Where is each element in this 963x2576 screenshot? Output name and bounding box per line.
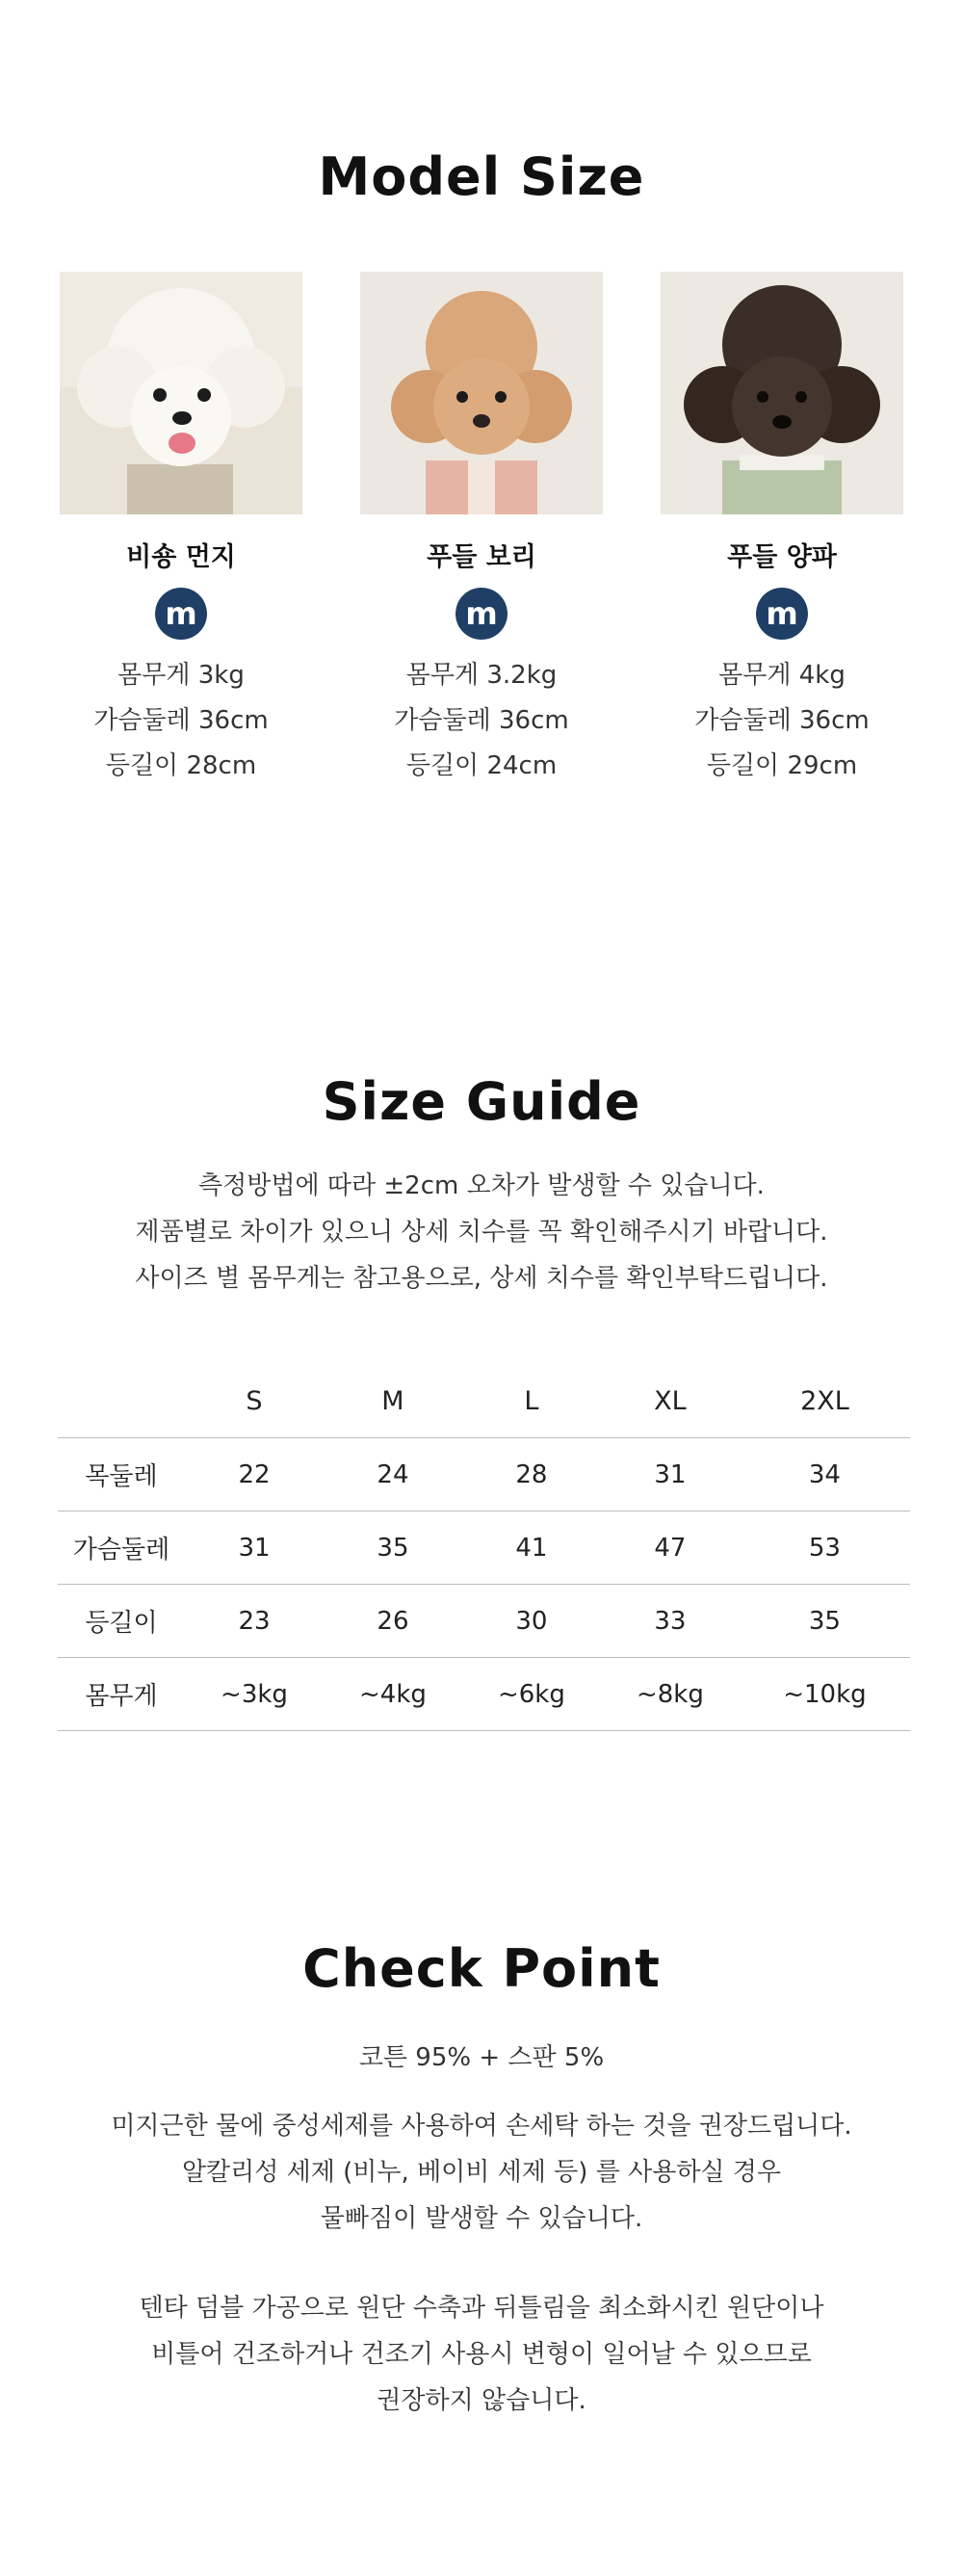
apricot-poodle-photo <box>360 272 603 514</box>
model-chest: 가슴둘레 36cm <box>694 706 870 735</box>
drying-line: 비틀어 건조하거나 건조기 사용시 변형이 일어날 수 있으므로 <box>151 2340 812 2369</box>
material-text: 코튼 95% + 스판 5% <box>358 2043 605 2072</box>
table-cell: 30 <box>462 1585 601 1658</box>
drying-line: 텐타 덤블 가공으로 원단 수축과 뒤틀림을 최소화시킨 원단이나 <box>139 2294 824 2323</box>
table-cell: 47 <box>601 1511 740 1585</box>
table-cell: ~8kg <box>601 1658 740 1731</box>
size-m-badge-icon: m <box>756 588 808 640</box>
size-table-header <box>58 1364 185 1438</box>
table-cell: 몸무게 <box>58 1658 185 1731</box>
model-card <box>360 272 603 789</box>
table-row <box>58 1511 910 1585</box>
model-card <box>60 272 302 789</box>
model-weight: 몸무게 3.2kg <box>405 661 558 690</box>
table-cell: 28 <box>462 1438 601 1511</box>
size-guide-note: 제품별로 차이가 있으니 상세 치수를 꼭 확인해주시기 바랍니다. <box>135 1218 828 1247</box>
washing-instructions <box>0 2103 963 2242</box>
table-cell: 23 <box>185 1585 324 1658</box>
size-table-header: M <box>381 1385 404 1416</box>
table-row <box>58 1658 910 1731</box>
size-guide-title: Size Guide <box>322 1071 641 1132</box>
size-m-badge-icon: m <box>155 588 207 640</box>
table-cell: 35 <box>324 1511 462 1585</box>
table-cell: 24 <box>324 1438 462 1511</box>
drying-line: 권장하지 않습니다. <box>377 2386 586 2415</box>
model-list <box>0 272 963 811</box>
washing-line: 물빠짐이 발생할 수 있습니다. <box>320 2204 643 2233</box>
bichon-dog-photo <box>60 272 302 514</box>
drying-instructions <box>0 2285 963 2424</box>
size-table-header: XL <box>654 1385 687 1416</box>
size-table <box>58 1364 910 1731</box>
model-name: 푸들 양파 <box>727 542 837 572</box>
model-back: 등길이 28cm <box>105 751 257 780</box>
table-cell: 22 <box>185 1438 324 1511</box>
size-guide-notes <box>0 1163 963 1301</box>
table-cell: ~10kg <box>740 1658 910 1731</box>
check-point-title: Check Point <box>302 1938 661 1999</box>
table-cell: ~3kg <box>185 1658 324 1731</box>
table-row <box>58 1585 910 1658</box>
model-chest: 가슴둘레 36cm <box>394 706 569 735</box>
size-table-header: 2XL <box>800 1385 849 1416</box>
table-cell: 26 <box>324 1585 462 1658</box>
model-chest: 가슴둘레 36cm <box>93 706 269 735</box>
table-cell: ~4kg <box>324 1658 462 1731</box>
table-cell: 등길이 <box>58 1585 185 1658</box>
washing-line: 알칼리성 세제 (비누, 베이비 세제 등) 를 사용하실 경우 <box>181 2158 782 2187</box>
table-cell: 31 <box>601 1438 740 1511</box>
table-row <box>58 1438 910 1511</box>
size-table-header: L <box>524 1385 539 1416</box>
table-cell: 목둘레 <box>58 1438 185 1511</box>
table-cell: 41 <box>462 1511 601 1585</box>
model-back: 등길이 29cm <box>706 751 858 780</box>
brown-poodle-photo <box>661 272 903 514</box>
table-cell: 31 <box>185 1511 324 1585</box>
table-cell: 가슴둘레 <box>58 1511 185 1585</box>
table-cell: 33 <box>601 1585 740 1658</box>
model-weight: 몸무게 3kg <box>117 661 245 690</box>
size-table-header-row <box>58 1364 910 1438</box>
model-name: 푸들 보리 <box>427 542 536 572</box>
model-card <box>661 272 903 789</box>
washing-line: 미지근한 물에 중성세제를 사용하여 손세탁 하는 것을 권장드립니다. <box>111 2112 852 2141</box>
table-cell: 53 <box>740 1511 910 1585</box>
model-name: 비숑 먼지 <box>126 542 236 572</box>
size-m-badge-icon: m <box>455 588 508 640</box>
table-cell: 35 <box>740 1585 910 1658</box>
size-guide-note: 사이즈 별 몸무게는 참고용으로, 상세 치수를 확인부탁드립니다. <box>135 1264 828 1293</box>
table-cell: 34 <box>740 1438 910 1511</box>
size-table-header: S <box>246 1385 263 1416</box>
model-size-title: Model Size <box>318 146 645 207</box>
table-cell: ~6kg <box>462 1658 601 1731</box>
size-guide-note: 측정방법에 따라 ±2cm 오차가 발생할 수 있습니다. <box>198 1171 765 1200</box>
model-back: 등길이 24cm <box>405 751 558 780</box>
model-weight: 몸무게 4kg <box>718 661 846 690</box>
